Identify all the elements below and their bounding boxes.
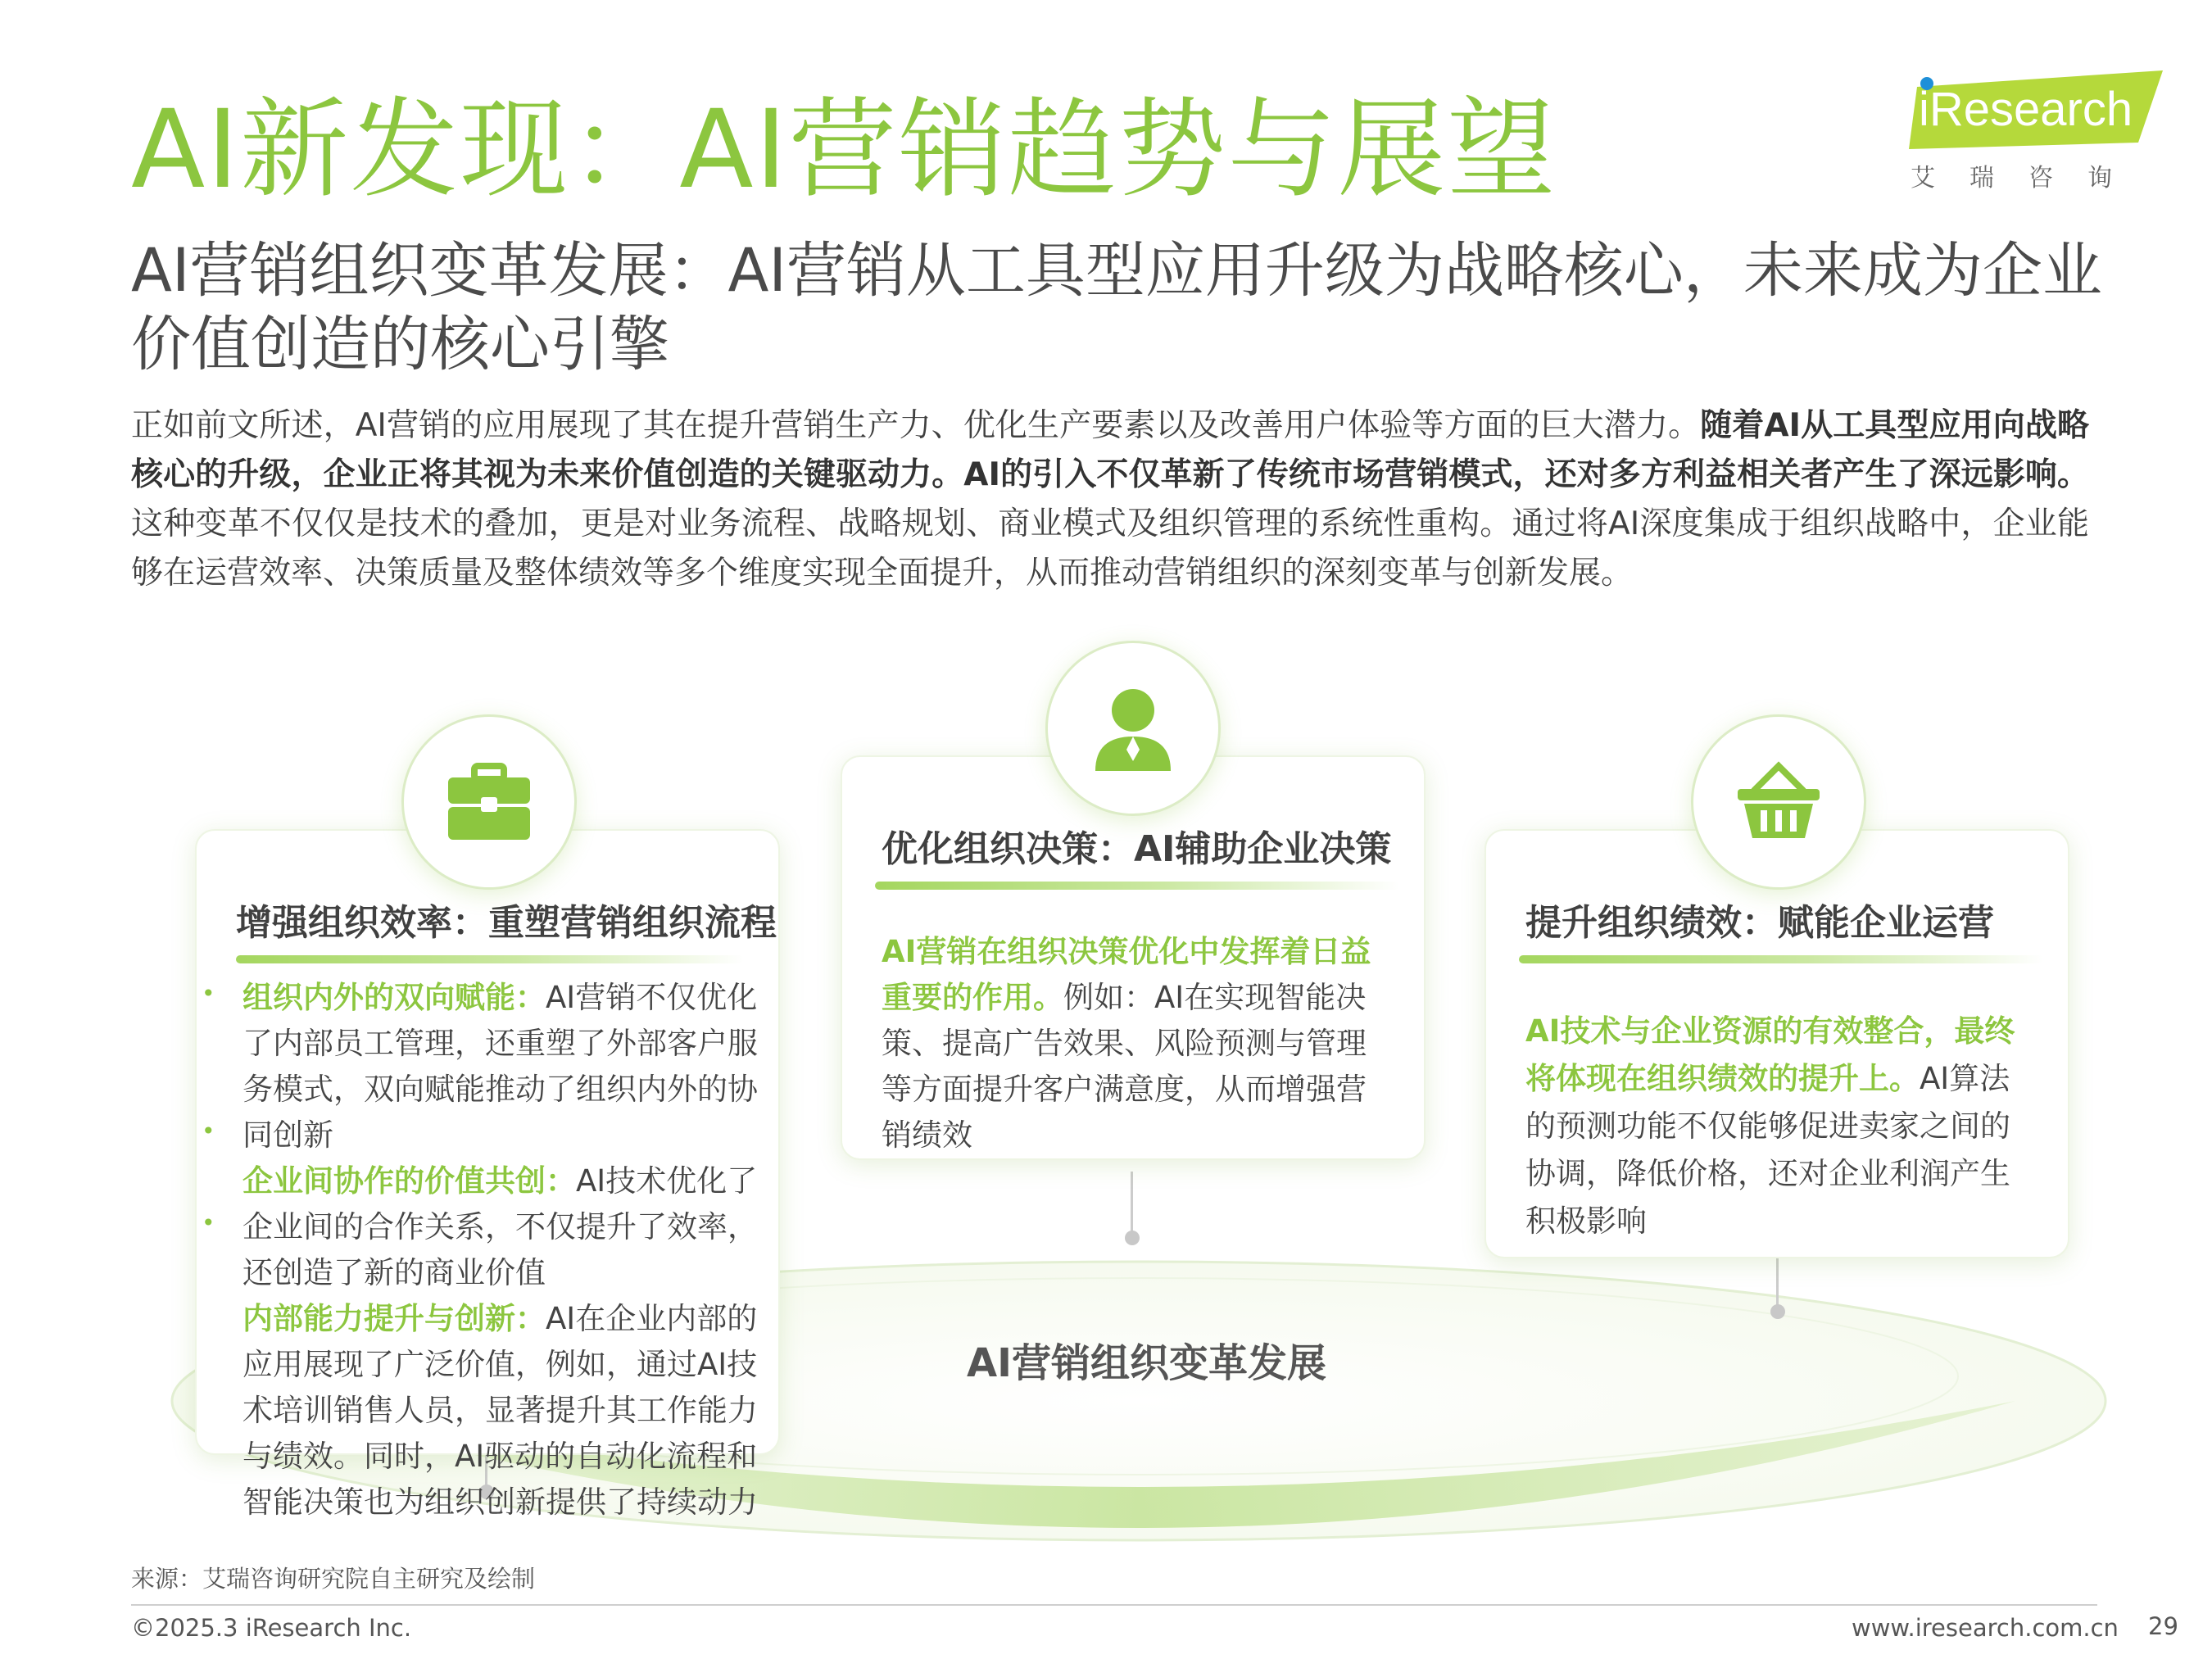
website-link[interactable]: www.iresearch.com.cn bbox=[1852, 1614, 2119, 1642]
center-label: AI营销组织变革发展 bbox=[967, 1340, 1327, 1386]
card-efficiency-bullets bbox=[243, 975, 759, 1525]
card-performance bbox=[1484, 829, 2069, 1258]
list-item bbox=[243, 1296, 759, 1525]
middle-stem bbox=[1131, 1172, 1133, 1237]
user-icon-circle bbox=[1045, 641, 1221, 816]
copyright: ©2025.3 iResearch Inc. bbox=[131, 1614, 412, 1642]
page-title: AI新发现：AI营销趋势与展望 bbox=[131, 87, 1557, 213]
briefcase-icon bbox=[440, 753, 538, 851]
section-subtitle: AI营销组织变革发展：AI营销从工具型应用升级为战略核心，未来成为企业价值创造的核心引擎 bbox=[131, 236, 2102, 379]
basket-icon bbox=[1729, 753, 1828, 851]
page-number: 29 bbox=[2148, 1612, 2178, 1640]
bullet-highlight: 组织内外的双向赋能： bbox=[243, 980, 546, 1015]
card-efficiency-title: 增强组织效率：重塑营销组织流程 bbox=[236, 902, 777, 944]
bullet-text: AI营销不仅优化了内部员工管理，还重塑了外部客户服务模式，双向赋能推动了组织内外的协同创新 bbox=[243, 980, 758, 1153]
footer-divider bbox=[131, 1604, 2097, 1606]
source-note: 来源：艾瑞咨询研究院自主研究及绘制 bbox=[131, 1565, 536, 1593]
bullet-text: AI在企业内部的应用展现了广泛价值，例如，通过AI技术培训销售人员，显著提升其工作能力与绩效。同时，AI驱动的自动化流程和智能决策也为组织创新提供了持续动力 bbox=[243, 1301, 758, 1520]
user-icon bbox=[1084, 679, 1182, 777]
card-performance-rule bbox=[1519, 955, 2043, 963]
right-dot bbox=[1770, 1304, 1785, 1319]
list-item bbox=[243, 1158, 759, 1296]
intro-bold-text: 随着AI从工具型应用向战略核心的升级，企业正将其视为未来价值创造的关键驱动力。AI的引入不仅革新了传统市场营销模式，还对多方利益相关者产生了深远影响。 bbox=[131, 407, 2089, 493]
card-performance-text bbox=[1525, 1008, 2033, 1245]
bullet-dot-icon: • bbox=[202, 1117, 215, 1145]
bullet-dot-icon: • bbox=[202, 1209, 215, 1236]
card-performance-title: 提升组织绩效：赋能企业运营 bbox=[1525, 902, 1994, 944]
card-decision-body: 例如：AI在实现智能决策、提高广告效果、风险预测与管理等方面提升客户满意度，从而增强营销绩效 bbox=[882, 980, 1367, 1153]
card-decision bbox=[841, 755, 1426, 1160]
iresearch-logo bbox=[1909, 70, 2171, 193]
card-performance-highlight: AI技术与企业资源的有效整合，最终将体现在组织绩效的提升上。 bbox=[1525, 1013, 2015, 1096]
intro-text-1: 正如前文所述，AI营销的应用展现了其在提升营销生产力、优化生产要素以及改善用户体验等方面的巨大潜力。 bbox=[131, 407, 1701, 444]
card-decision-text bbox=[882, 929, 1389, 1158]
bullet-dot-icon: • bbox=[202, 980, 215, 1007]
bullet-text: AI技术优化了企业间的合作关系，不仅提升了效率，还创造了新的商业价值 bbox=[243, 1163, 758, 1290]
list-item bbox=[243, 975, 759, 1158]
basket-icon-circle bbox=[1691, 714, 1866, 890]
intro-text-2: 这种变革不仅仅是技术的叠加，更是对业务流程、战略规划、商业模式及组织管理的系统性重构。通过将AI深度集成于组织战略中，企业能够在运营效率、决策质量及整体绩效等多个维度实现全面提升，从而推动营销组织的深刻变革与创新发展。 bbox=[131, 505, 2089, 592]
briefcase-icon-circle bbox=[401, 714, 577, 890]
logo-name: iResearch bbox=[1919, 83, 2133, 136]
card-efficiency-rule bbox=[236, 955, 744, 963]
card-decision-rule bbox=[875, 882, 1399, 890]
card-performance-body: AI算法的预测功能不仅能够促进卖家之间的协调，降低价格，还对企业利润产生积极影响 bbox=[1525, 1061, 2010, 1239]
card-decision-highlight: AI营销在组织决策优化中发挥着日益重要的作用。 bbox=[882, 934, 1371, 1015]
card-decision-title: 优化组织决策：AI辅助企业决策 bbox=[882, 828, 1392, 870]
middle-dot bbox=[1125, 1231, 1140, 1245]
bullet-highlight: 内部能力提升与创新： bbox=[243, 1301, 546, 1336]
bullet-highlight: 企业间协作的价值共创： bbox=[243, 1163, 576, 1199]
logo-subtitle: 艾瑞咨询 bbox=[1911, 164, 2146, 193]
intro-paragraph bbox=[131, 401, 2089, 598]
